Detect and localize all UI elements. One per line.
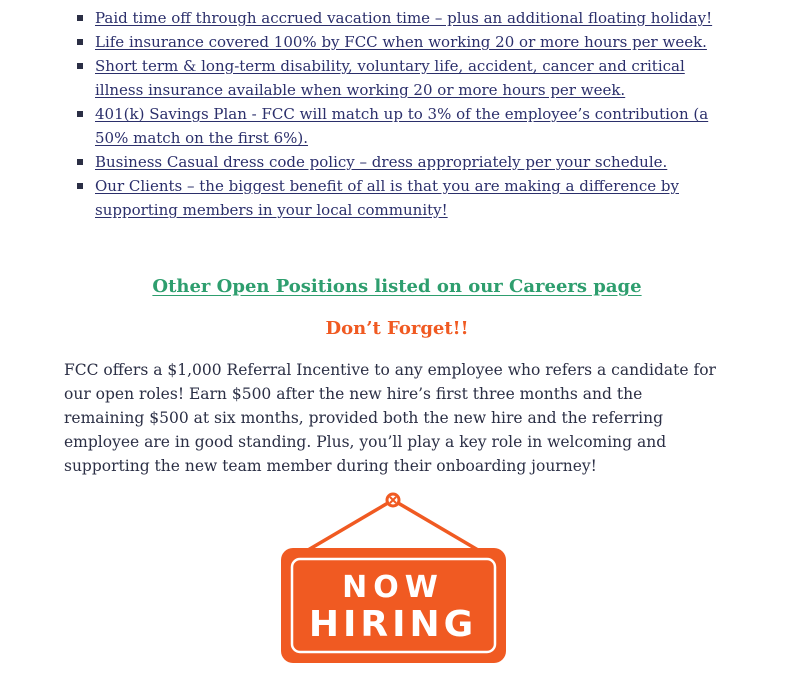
list-item[interactable] <box>75 54 725 102</box>
careers-page-link[interactable]: Other Open Positions listed on our Careers page <box>152 276 642 297</box>
list-item[interactable] <box>75 102 725 150</box>
benefit-link[interactable]: Short term & long-term disability, voluntary life, accident, cancer and critical illness insurance available when working 20 or more hours per week. <box>95 57 685 99</box>
now-hiring-sign <box>275 490 515 670</box>
bullet-icon <box>77 159 83 165</box>
benefit-link[interactable]: Life insurance covered 100% by FCC when working 20 or more hours per week. <box>95 33 707 51</box>
sign-line-hiring: HIRING <box>308 604 478 645</box>
careers-heading <box>0 276 794 297</box>
list-item[interactable] <box>75 174 725 222</box>
benefit-link[interactable]: Our Clients – the biggest benefit of all is that you are making a difference by supporting members in your local community! <box>95 177 679 219</box>
benefit-link[interactable]: Paid time off through accrued vacation time – plus an additional floating holiday! <box>95 9 713 27</box>
benefits-list <box>75 6 725 222</box>
list-item[interactable] <box>75 30 725 54</box>
bullet-icon <box>77 183 83 189</box>
sign-line-now: NOW <box>342 570 444 605</box>
bullet-icon <box>77 39 83 45</box>
dont-forget-heading: Don’t Forget!! <box>325 318 469 339</box>
benefit-link[interactable]: Business Casual dress code policy – dress appropriately per your schedule. <box>95 153 668 171</box>
list-item[interactable] <box>75 6 725 30</box>
benefit-link[interactable]: 401(k) Savings Plan - FCC will match up to 3% of the employee’s contribution (a 50% match on the first 6%). <box>95 105 709 147</box>
bullet-icon <box>77 63 83 69</box>
referral-paragraph: FCC offers a $1,000 Referral Incentive to any employee who refers a candidate for our open roles! Earn $500 after the new hire’s first three months and the remaining $500 at six months, provided both the new hire and the referring employee are in good standing. Plus, you’ll play a key role in welcoming and supporting the new team member during their onboarding journey! <box>64 361 716 475</box>
hanging-sign-icon <box>275 490 515 670</box>
bullet-icon <box>77 111 83 117</box>
bullet-icon <box>77 15 83 21</box>
list-item[interactable] <box>75 150 725 174</box>
